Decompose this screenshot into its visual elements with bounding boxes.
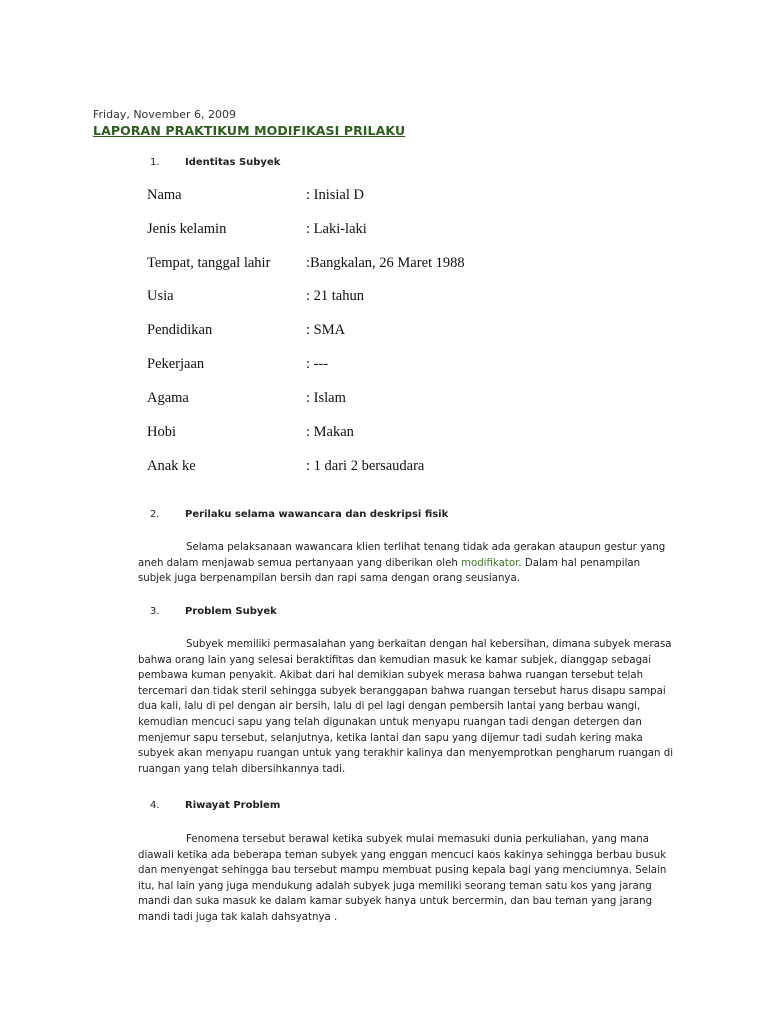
section-heading-behavior (150, 509, 448, 520)
paragraph-line: kemudian mencuci sapu yang telah digunakan untuk menyapu ruangan tadi dengan detergen dan (138, 716, 642, 728)
section-number: 4. (150, 800, 160, 811)
modifikator-link[interactable]: modifikator (461, 557, 519, 569)
identity-value: : 21 tahun (306, 288, 364, 304)
identity-label: Hobi (147, 424, 176, 440)
identity-label: Pekerjaan (147, 356, 205, 372)
identity-value: : --- (306, 356, 329, 372)
paragraph-line: pembawa kuman penyakit. Akibat dari hal demikian subyek merasa bahwa ruangan tersebut telah (138, 670, 644, 682)
paragraph-line: ruangan yang telah dibersihkannya tadi. (138, 763, 346, 775)
problem-paragraph (138, 637, 678, 777)
paragraph-line: menjemur sapu tersebut, selanjutnya, ketika lantai dan sapu yang dijemur tadi sudah kering maka (138, 732, 643, 744)
paragraph-line: mandi tadi juga tak kalah dahsyatnya . (138, 911, 338, 923)
identity-row-hobi (147, 424, 567, 444)
identity-label: Jenis kelamin (147, 221, 227, 237)
paragraph-line: bahwa orang lain yang selesai beraktifitas dan kemudian masuk ke kamar subjek, dianggap sebagai (138, 654, 652, 666)
identity-row-tempat-tanggal-lahir (147, 255, 567, 275)
paragraph-line: itu, hal lain yang juga mendukung adalah subyek juga memiliki seorang teman satu kos yang jarang (138, 880, 652, 892)
identity-value: : Laki-laki (306, 221, 367, 237)
section-title: Perilaku selama wawancara dan deskripsi fisik (185, 509, 449, 520)
identity-label: Agama (147, 390, 189, 406)
paragraph-line: subyek akan menyapu ruangan untuk yang terakhir kalinya dan menyemprotkan pengharum ruangan di (138, 748, 674, 760)
section-heading-history (150, 800, 280, 811)
paragraph-line: mandi dan suka masuk ke dalam kamar subyek hanya untuk bercermin, dan bau teman yang jarang (138, 896, 653, 908)
paragraph-line: Subyek memiliki permasalahan yang berkaitan dengan hal kebersihan, dimana subyek merasa (186, 639, 672, 650)
paragraph-line: tercemari dan tidak steril sehingga subyek beranggapan bahwa ruangan tersebut harus disapu sampai (138, 685, 666, 697)
identity-label: Tempat, tanggal lahir (147, 255, 271, 271)
history-paragraph (138, 832, 678, 926)
text-segment: . Dalam hal penampilan (518, 557, 641, 569)
section-title: Identitas Subyek (185, 157, 281, 168)
paragraph-line: diawali ketika ada beberapa teman subyek yang enggan mencuci kaos kakinya sehingga berbau busuk (138, 849, 667, 861)
identity-label: Usia (147, 288, 174, 304)
post-date: Friday, November 6, 2009 (93, 108, 237, 121)
section-number: 2. (150, 509, 160, 520)
paragraph-line: dua kali, lalu di pel dengan air bersih, lalu di pel lagi dengan pembersih lantai yang berbau wangi, (138, 701, 641, 713)
identity-row-nama (147, 187, 567, 207)
identity-row-pekerjaan (147, 356, 567, 376)
section-title: Problem Subyek (185, 606, 277, 617)
text-segment: aneh dalam menjawab semua pertanyaan yang diberikan oleh (138, 557, 462, 569)
identity-label: Nama (147, 187, 182, 203)
identity-value: : Inisial D (306, 187, 364, 203)
paragraph-line: Fenomena tersebut berawal ketika subyek mulai memasuki dunia perkuliahan, yang mana (186, 834, 649, 845)
behavior-paragraph (138, 540, 678, 587)
identity-row-agama (147, 390, 567, 410)
identity-value: : 1 dari 2 bersaudara (306, 458, 425, 474)
identity-label: Anak ke (147, 458, 196, 474)
identity-value: :Bangkalan, 26 Maret 1988 (306, 255, 465, 271)
identity-value: : Islam (306, 390, 346, 406)
section-heading-problem (150, 606, 277, 617)
identity-row-usia (147, 288, 567, 308)
identity-value: : SMA (306, 322, 346, 338)
identity-value: : Makan (306, 424, 354, 440)
section-heading-identity (150, 157, 280, 168)
section-title: Riwayat Problem (185, 800, 281, 811)
section-number: 3. (150, 606, 160, 617)
post-title[interactable]: LAPORAN PRAKTIKUM MODIFIKASI PRILAKU (93, 123, 406, 138)
section-number: 1. (150, 157, 160, 168)
identity-row-pendidikan (147, 322, 567, 342)
identity-label: Pendidikan (147, 322, 213, 338)
paragraph-line: Selama pelaksanaan wawancara klien terlihat tenang tidak ada gerakan ataupun gestur yang (186, 542, 666, 553)
identity-row-jenis-kelamin (147, 221, 567, 241)
identity-row-anak-ke (147, 458, 567, 478)
paragraph-line (138, 556, 678, 572)
paragraph-line: subjek juga berpenampilan bersih dan rapi sama dengan orang seusianya. (138, 573, 520, 585)
paragraph-line: dan menyengat sehingga bau tersebut mampu membuat pusing kepala bagi yang menciumnya. Selain (138, 865, 667, 877)
